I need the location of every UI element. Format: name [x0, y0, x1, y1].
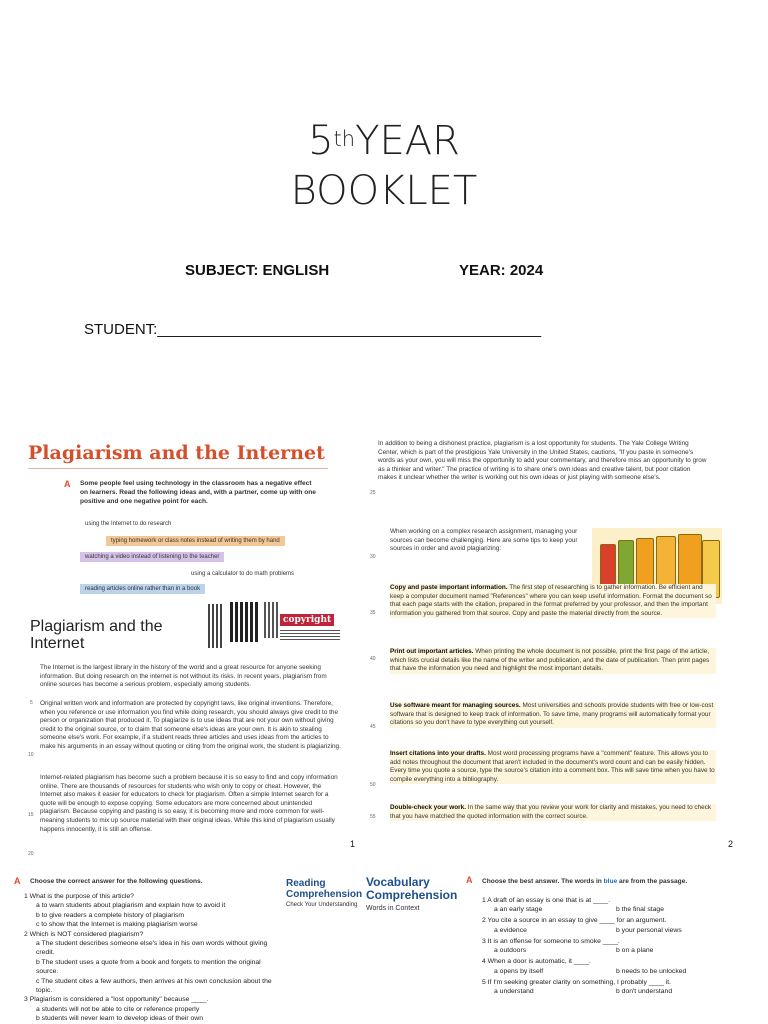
line-number: 20 [28, 851, 34, 857]
line-number: 10 [28, 752, 34, 758]
right-questions [482, 896, 742, 998]
article-title-line1: Plagiarism and the [30, 618, 163, 635]
reading-subtitle: Check Your Understanding [286, 902, 358, 908]
answer-line: b students will never learn to develop ideas of their own [36, 1015, 203, 1023]
copyright-badge: copyright [280, 614, 334, 626]
vocabulary-comprehension-heading [366, 876, 457, 915]
option-a: a outdoors [494, 947, 527, 955]
article-title-line2: Internet [30, 635, 85, 652]
idea-watching-video: watching a video instead of listening to the teacher [80, 552, 224, 562]
page-2 [370, 432, 740, 862]
answer-line: c to show that the Internet is making plagiarism worse [36, 921, 198, 929]
line-number: 50 [370, 782, 376, 788]
answer-line: a to warn students about plagiarism and explain how to avoid it [36, 902, 226, 910]
line-number: 30 [370, 554, 376, 560]
idea-typing-homework: typing homework or class notes instead of writing them by hand [106, 536, 285, 546]
line-number: 5 [30, 700, 33, 706]
tip-4-title: Insert citations into your drafts. [390, 750, 486, 757]
option-b: b don't understand [616, 988, 673, 996]
vocab-question: 4 When a door is automatic, it ____. [482, 958, 591, 966]
answer-line: a students will not be able to cite or reference properly [36, 1005, 200, 1013]
page1-paragraph-2: Original written work and information are protected by copyright laws, like original inventions. Therefore, when you reference or use information you find while doing research, you should always give credit to the person or organization that produced it. To plagiarize is to use ideas that are not your own without giving credit to the original source, or to claim that someone else's ideas are your own. It is akin to stealing someone else's work. For example, if a student reads three articles and uses ideas from the articles to make his arguments in an essay without quoting or citing from the original work, the student is plagiarizing. [40, 700, 341, 750]
vocab-question: 1 A draft of an essay is one that is at ____. [482, 897, 611, 904]
title-number: 5 [308, 118, 334, 164]
article-title [30, 618, 163, 652]
line-number: 55 [370, 814, 376, 820]
answer-line: a The student describes someone else's idea in his own words without giving credit. [36, 940, 268, 957]
tip-3-title: Use software meant for managing sources. [390, 702, 521, 709]
cloud-vertical-words-2 [230, 602, 258, 642]
title-superscript: th [333, 127, 356, 151]
vocab-title-1: Vocabulary [366, 875, 430, 889]
option-b: b on a plane [616, 947, 654, 955]
answer-line: c The student cites a few authors, then arrives at his own conclusion about the topic. [36, 977, 272, 995]
answer-line: b The student uses a quote from a book and forgets to mention the original source. [36, 958, 261, 976]
page-3-exercises [0, 868, 768, 1024]
tip-5-title: Double-check your work. [390, 804, 466, 811]
line-number: 35 [370, 610, 376, 616]
left-exercise-instruction: Choose the correct answer for the following questions. [30, 878, 203, 885]
tip-3-text: Most universities and schools provide students with free or low-cost software that is designed to keep track of information. To save time, many programs will automatically format your citations so you don't have to type everything out yourself. [390, 702, 714, 727]
line-number: 45 [370, 724, 376, 730]
vocab-options [482, 905, 742, 916]
copyright-word-cloud [206, 600, 356, 656]
line-number: 15 [28, 812, 34, 818]
idea-reading-online: reading articles online rather than in a book [80, 584, 205, 594]
page1-paragraph-1: The Internet is the largest library in the history of the world and a great resource for anyone seeking information. But doing research on the internet is not without its risks. In recent years, plagiarism from online sources has become a serious problem, especially among students. [40, 664, 327, 689]
instruction-part-1: Choose the best answer. The words in [482, 878, 604, 885]
page1-paragraph-3: Internet-related plagiarism has become such a problem because it is so easy to find and copy information online. There are thousands of resources for students who wish only to copy or cheat. However, the Internet also makes it easier for educators to check for plagiarism. Often a simple Internet search for a quote will be enough to expose copying. Some educators are more concerned about unintended plagiarism. Because copying and pasting is so easy, it is becoming more and more common for well-meaning students to mix up source material with their original ideas. While this kind of plagiarism usually happens innocently, it is still an offense. [40, 774, 338, 833]
tip-2 [390, 648, 716, 674]
page2-paragraph-1: In addition to being a dishonest practice, plagiarism is a lost opportunity for students. The Yale College Writing Center, which is part of the prestigious Yale University in the United States, cautions, "If you paste in someone's words as your own, you will miss the opportunity to add your commentary, and therefore miss an opportunity to grow as a thinker and writer." The practice of writing is to share one's own ideas and creative talent, but poor citation makes it unclear whether the writer is working out his own ideas or just playing with someone else's. [378, 440, 707, 482]
page-1 [18, 432, 362, 862]
vocab-question: 5 If I'm seeking greater clarity on something, I probably ____ it. [482, 978, 672, 986]
option-b: b your personal views [616, 926, 682, 934]
page1-number: 1 [350, 839, 356, 849]
title-year-word: YEAR [355, 118, 460, 164]
vocab-question: 2 You cite a source in an essay to give ____ for an argument. [482, 917, 667, 925]
cloud-vertical-words-3 [264, 602, 278, 638]
vocab-options [482, 926, 742, 937]
vocab-options [482, 946, 742, 957]
vocab-options [482, 987, 742, 998]
reading-comprehension-heading [286, 878, 362, 911]
reading-title-1: Reading [286, 878, 326, 889]
left-questions [24, 892, 282, 1024]
page1-header: Plagiarism and the Internet [28, 442, 325, 464]
cloud-horizontal-words [280, 630, 340, 642]
vocab-subtitle: Words in Context [366, 905, 420, 912]
line-number: 40 [370, 656, 376, 662]
tip-4-text: Most word processing programs have a "comment" feature. This allows you to add notes throughout the document that aren't included in the document's word count and can be easily hidden. Every time you quote a source, type the source's citation into a comment box. This will save time when you have to compile everything into a bibliography. [390, 750, 715, 783]
option-b: b needs to be unlocked [616, 967, 687, 975]
tip-2-title: Print out important articles. [390, 648, 474, 655]
tip-1-title: Copy and paste important information. [390, 584, 508, 591]
reading-title-2: Comprehension [286, 889, 363, 900]
student-field: STUDENT:______________________________________________ [84, 321, 542, 338]
page2-paragraph-2: When working on a complex research assignment, managing your sources can become challenging. Here are some tips to keep your sources in order and avoid plagiarizing: [390, 528, 578, 553]
exercise-a-instruction: Some people feel using technology in the classroom has a negative effect on learners. Read the following ideas and, with a partner, come up with one positive and one negative point for each. [80, 480, 316, 505]
idea-calculator: using a calculator to do math problems [191, 571, 295, 577]
header-underline [28, 468, 328, 469]
question-line: 3 Plagiarism is considered a "lost opportunity" because ____. [24, 996, 209, 1004]
idea-internet-research: using the Internet to do research [85, 521, 172, 527]
question-line: 1 What is the purpose of this article? [24, 893, 134, 900]
folder-green [618, 540, 634, 590]
option-b: b the final stage [616, 906, 664, 914]
right-exercise-letter: A [466, 875, 473, 885]
vocab-question: 3 It is an offense for someone to smoke ____. [482, 937, 620, 945]
exercise-a-letter: A [64, 479, 71, 489]
cloud-vertical-words-1 [208, 604, 224, 648]
page2-number: 2 [728, 839, 734, 849]
vocab-options [482, 967, 742, 978]
right-exercise-instruction [482, 877, 687, 886]
line-number: 25 [370, 490, 376, 496]
option-a: a an early stage [494, 906, 543, 914]
instruction-blue-word: blue [603, 878, 618, 885]
booklet-title-line2: BOOKLET [290, 168, 478, 214]
tip-2-text: When printing the whole document is not possible, print the first page of the article, which lists crucial details like the name of the writer and publication, and the date of publication. Then print pages that have the information you need and highlight the most important details. [390, 648, 710, 673]
left-exercise-letter: A [14, 876, 21, 886]
tip-1-text: The first step of researching is to gather information. Be efficient and keep a computer document named "References" where you can keep useful information. Format the document so that each page starts with the citation, prepared in the format preferred by your professor, and then the important information you gathered from that source. Copy and paste the material directly from the source. [390, 584, 712, 617]
instruction-part-2: are from the passage. [617, 878, 688, 885]
tip-1 [390, 584, 716, 618]
tip-5 [390, 804, 716, 821]
year-label: YEAR: 2024 [459, 262, 544, 279]
question-line: 2 Which is NOT considered plagiarism? [24, 930, 144, 938]
tip-4 [390, 750, 716, 784]
subject-label: SUBJECT: ENGLISH [185, 262, 330, 279]
answer-line: b to give readers a complete history of plagiarism [36, 911, 185, 919]
option-a: a opens by itself [494, 967, 544, 975]
tip-5-text: In the same way that you review your work for clarity and mistakes, you need to check that you have matched the quoted information with the correct source. [390, 804, 712, 820]
vocab-title-2: Comprehension [366, 888, 458, 902]
booklet-title-line1 [0, 116, 768, 166]
tip-3 [390, 702, 716, 728]
option-a: a understand [494, 988, 534, 996]
option-a: a evidence [494, 926, 527, 934]
